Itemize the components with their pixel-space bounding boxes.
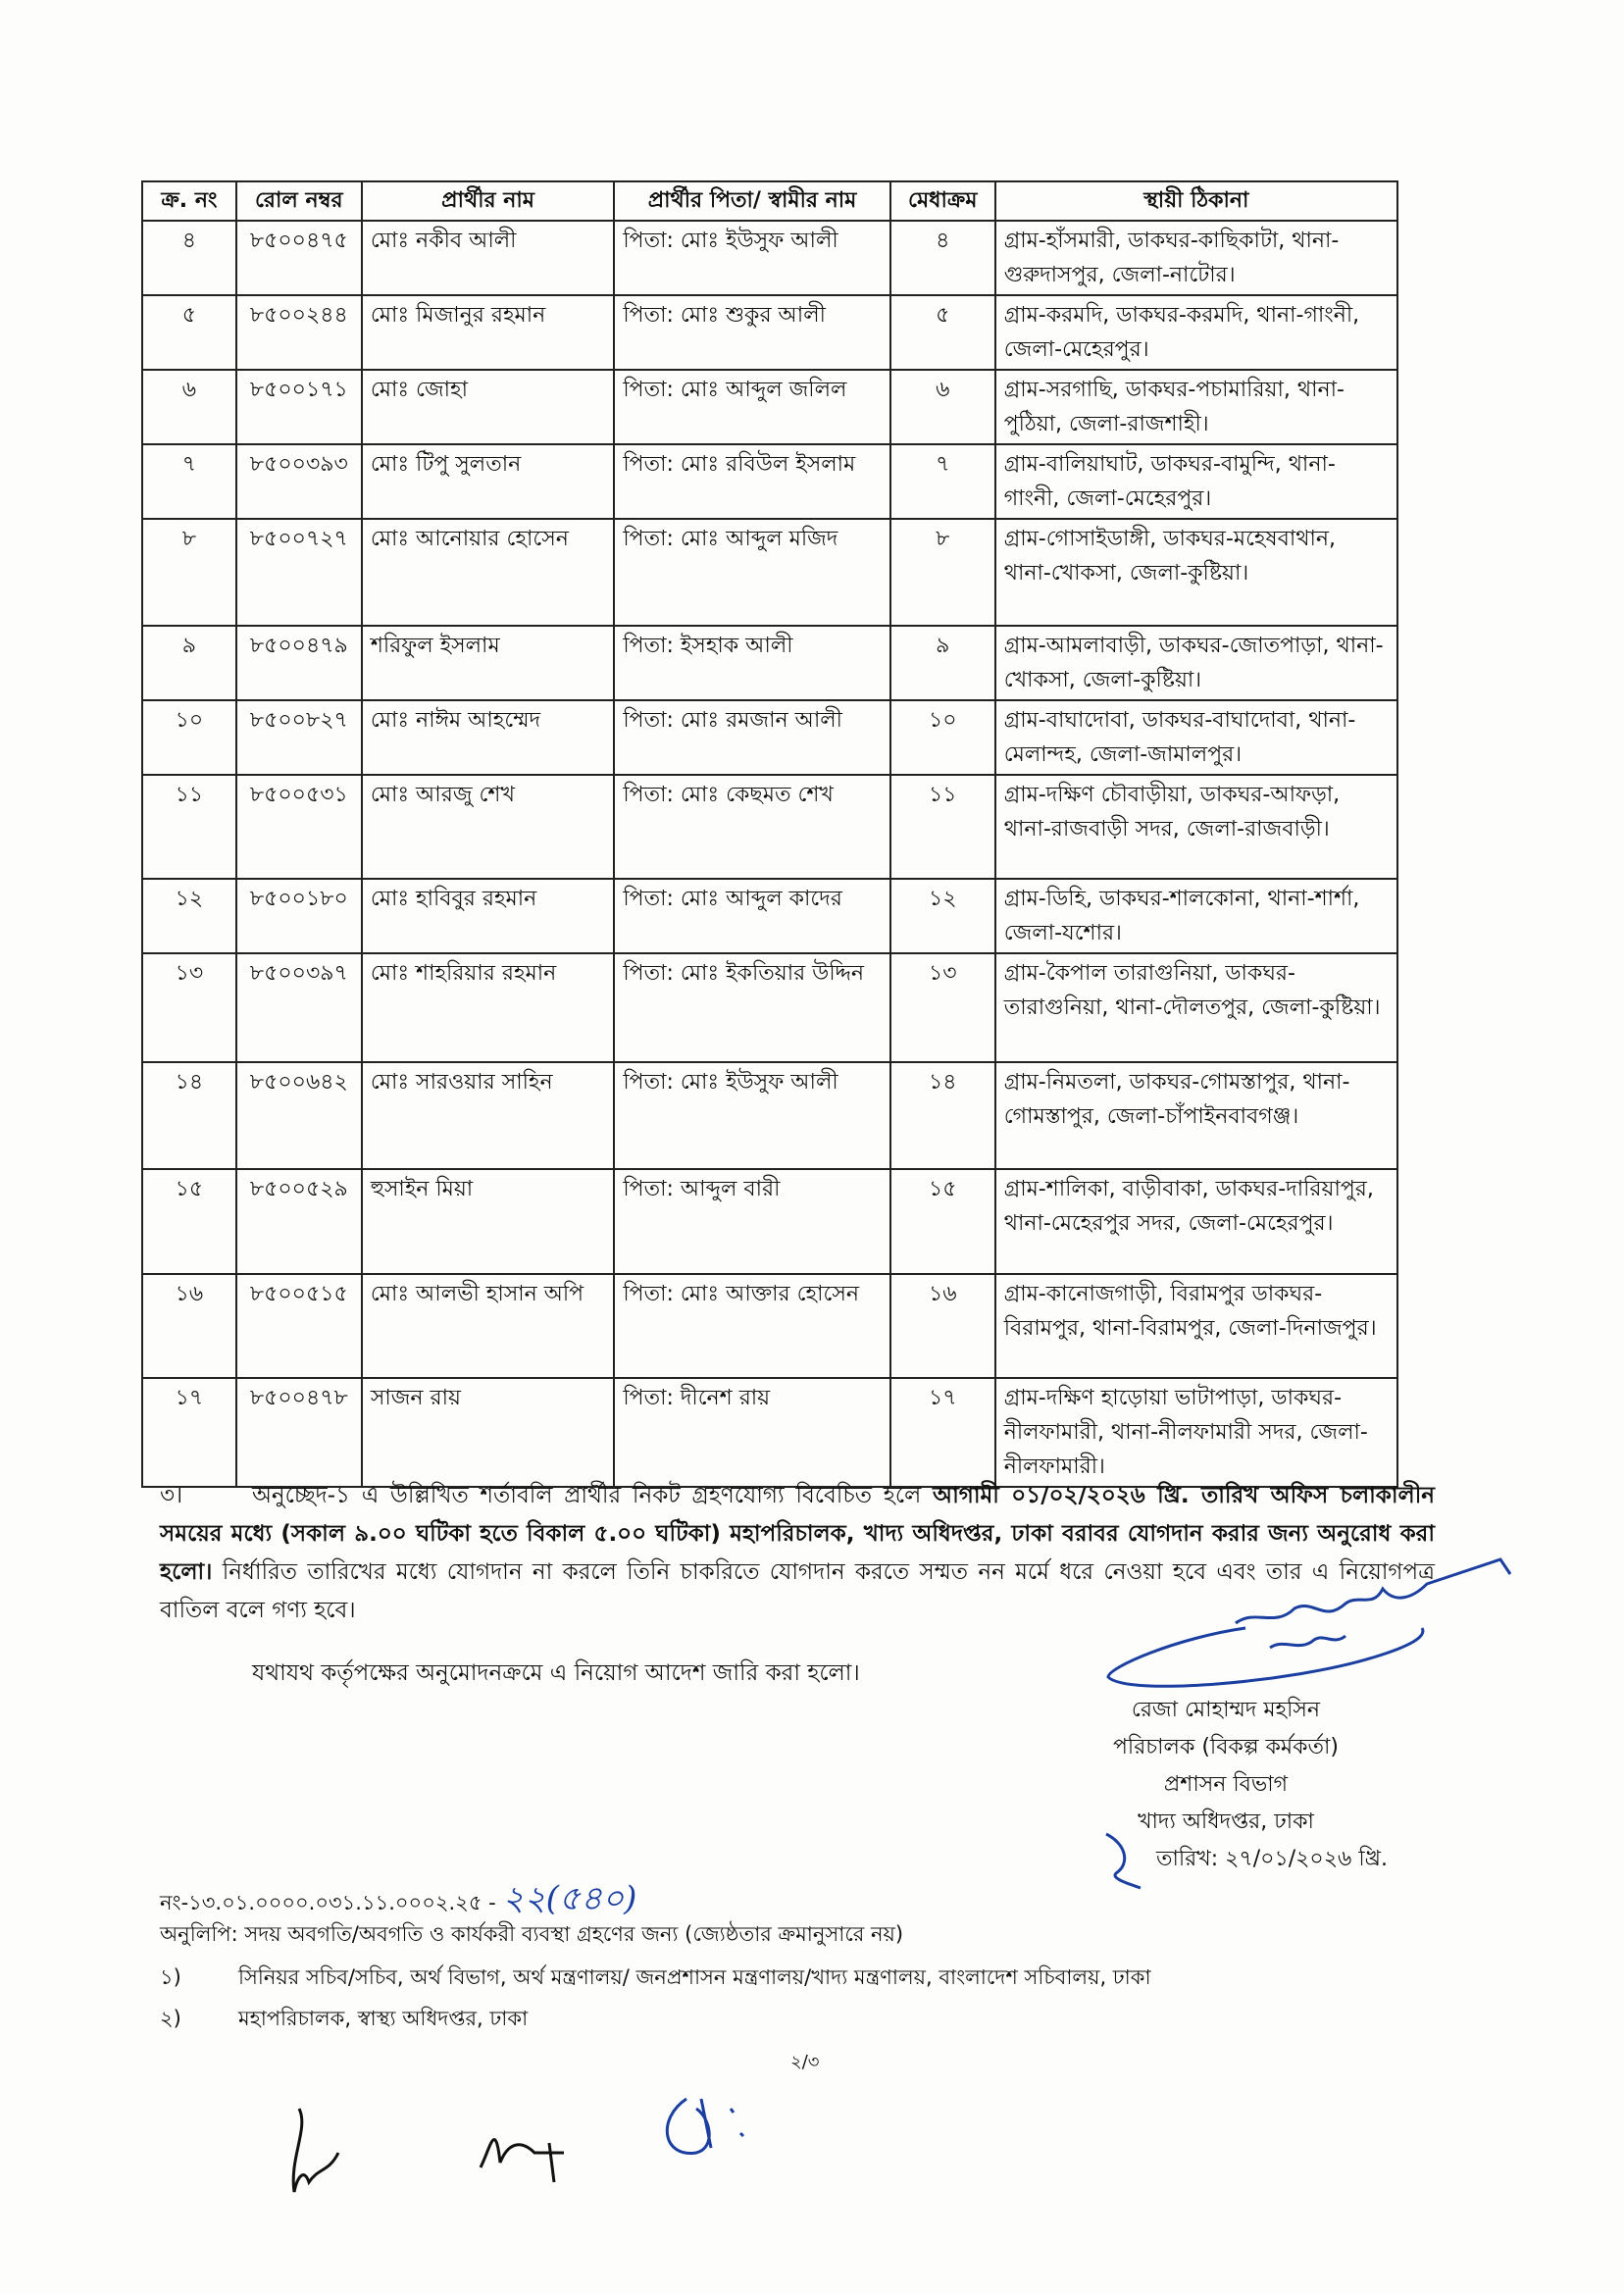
cell-merit: ১১ <box>890 775 995 879</box>
cell-merit: ১৬ <box>890 1274 995 1378</box>
signatory-office: খাদ্য অধিদপ্তর, ঢাকা <box>1138 1810 1314 1834</box>
approval-line: যথাযথ কর্তৃপক্ষের অনুমোদনক্রমে এ নিয়োগ আদেশ জারি করা হলো। <box>252 1660 860 1686</box>
signatory-name: রেজা মোহাম্মদ মহসিন <box>1131 1698 1321 1722</box>
cell-merit: ৬ <box>890 370 995 444</box>
cell-address: গ্রাম-বালিয়াঘাট, ডাকঘর-বামুন্দি, থানা-গাংনী, জেলা-মেহেরপুর। <box>995 444 1397 519</box>
cell-name: মোঃ জোহা <box>362 370 615 444</box>
signatory-date: তারিখ: ২৭/০১/২০২৬ খ্রি. <box>1155 1847 1388 1871</box>
cell-father: পিতা: মোঃ আব্দুল কাদের <box>614 879 889 953</box>
cell-name: মোঃ মিজানুর রহমান <box>362 295 615 370</box>
cell-roll: ৮৫০০৩৯৩ <box>236 444 362 519</box>
signatory-designation: পরিচালক (বিকল্প কর্মকর্তা) <box>1112 1735 1340 1759</box>
cell-address: গ্রাম-কানোজগাড়ী, বিরামপুর ডাকঘর-বিরামপুর, থানা-বিরামপুর, জেলা-দিনাজপুর। <box>995 1274 1397 1378</box>
cell-address: গ্রাম-হাঁসমারী, ডাকঘর-কাছিকাটা, থানা-গুরুদাসপুর, জেলা-নাটোর। <box>995 221 1397 295</box>
copy-item-text: সিনিয়র সচিব/সচিব, অর্থ বিভাগ, অর্থ মন্ত্রণালয়/ জনপ্রশাসন মন্ত্রণালয়/খাদ্য মন্ত্রণালয়, বাংলাদেশ সচিবালয়, ঢাকা <box>238 1965 1151 1989</box>
table-row <box>142 1378 1397 1487</box>
paragraph-text-a: অনুচ্ছেদ-১ এ উল্লিখিত শর্তাবলি প্রার্থীর নিকট গ্রহণযোগ্য বিবেচিত হলে <box>252 1483 933 1508</box>
cell-merit: ১৩ <box>890 953 995 1062</box>
handwritten-initial-3 <box>657 2079 765 2167</box>
header-serial: ক্র. নং <box>142 181 236 221</box>
cell-father: পিতা: ইসহাক আলী <box>614 626 889 700</box>
cell-merit: ৫ <box>890 295 995 370</box>
cell-serial: ১৩ <box>142 953 236 1062</box>
handwritten-initial-2 <box>471 2109 588 2197</box>
cell-father: পিতা: মোঃ ইউসুফ আলী <box>614 1062 889 1169</box>
cell-serial: ১৭ <box>142 1378 236 1487</box>
cell-name: মোঃ নকীব আলী <box>362 221 615 295</box>
cell-serial: ১২ <box>142 879 236 953</box>
cell-roll: ৮৫০০৮২৭ <box>236 700 362 775</box>
cell-roll: ৮৫০০১৮০ <box>236 879 362 953</box>
signatory-department: প্রশাসন বিভাগ <box>1163 1772 1289 1797</box>
cell-father: পিতা: মোঃ রমজান আলী <box>614 700 889 775</box>
cell-serial: ১০ <box>142 700 236 775</box>
table-body <box>142 221 1397 1487</box>
memo-handwritten-number: ২২(৫৪০) <box>502 1879 637 1918</box>
paragraph-bold: আগামী ০১/০২/২০২৬ খ্রি. তারিখ অফিস চলাকালীন সময়ের মধ্যে (সকাল ৯.০০ ঘটিকা হতে বিকাল ৫.০০ ঘটিকা) মহাপরিচালক, খাদ্য অধিদপ্তর, ঢাকা বরাবর যোগদান করার জন্য অনুরোধ করা হলো। <box>160 1483 1435 1585</box>
cell-name: মোঃ আলভী হাসান অপি <box>362 1274 615 1378</box>
cell-name: মোঃ টিপু সুলতান <box>362 444 615 519</box>
cell-serial: ৬ <box>142 370 236 444</box>
cell-serial: ৯ <box>142 626 236 700</box>
table-row <box>142 626 1397 700</box>
cell-father: পিতা: মোঃ শুকুর আলী <box>614 295 889 370</box>
cell-address: গ্রাম-কৈপাল তারাগুনিয়া, ডাকঘর-তারাগুনিয়া, থানা-দৌলতপুর, জেলা-কুষ্টিয়া। <box>995 953 1397 1062</box>
initial-mark <box>1096 1824 1155 1893</box>
cell-name: মোঃ আনোয়ার হোসেন <box>362 519 615 626</box>
cell-roll: ৮৫০০৫১৫ <box>236 1274 362 1378</box>
cell-father: পিতা: দীনেশ রায় <box>614 1378 889 1487</box>
cell-address: গ্রাম-গোসাইডাঙ্গী, ডাকঘর-মহেষবাথান, থানা-খোকসা, জেলা-কুষ্টিয়া। <box>995 519 1397 626</box>
cell-serial: ১৬ <box>142 1274 236 1378</box>
table-row <box>142 879 1397 953</box>
cell-roll: ৮৫০০৩৯৭ <box>236 953 362 1062</box>
cell-father: পিতা: মোঃ কেছমত শেখ <box>614 775 889 879</box>
cell-merit: ৯ <box>890 626 995 700</box>
cell-address: গ্রাম-দক্ষিণ চৌবাড়ীয়া, ডাকঘর-আফড়া, থানা-রাজবাড়ী সদর, জেলা-রাজবাড়ী। <box>995 775 1397 879</box>
copy-item-text: মহাপরিচালক, স্বাস্থ্য অধিদপ্তর, ঢাকা <box>238 2007 529 2030</box>
cell-name: মোঃ নাঈম আহম্মেদ <box>362 700 615 775</box>
cell-merit: ১৭ <box>890 1378 995 1487</box>
cell-name: সাজন রায় <box>362 1378 615 1487</box>
cell-father: পিতা: আব্দুল বারী <box>614 1169 889 1274</box>
cell-father: পিতা: মোঃ ইউসুফ আলী <box>614 221 889 295</box>
table-row <box>142 1274 1397 1378</box>
cell-roll: ৮৫০০২৪৪ <box>236 295 362 370</box>
table-row <box>142 221 1397 295</box>
header-father: প্রার্থীর পিতা/ স্বামীর নাম <box>614 181 889 221</box>
table-header-row <box>142 181 1397 221</box>
table-row <box>142 953 1397 1062</box>
memo-number <box>160 1881 636 1920</box>
candidate-table <box>141 180 1398 1488</box>
table-row <box>142 519 1397 626</box>
paragraph-number: ৩। <box>160 1483 183 1508</box>
cell-merit: ৮ <box>890 519 995 626</box>
header-name: প্রার্থীর নাম <box>362 181 615 221</box>
cell-serial: ৭ <box>142 444 236 519</box>
cell-serial: ১৪ <box>142 1062 236 1169</box>
table-row <box>142 1062 1397 1169</box>
cell-merit: ৭ <box>890 444 995 519</box>
copy-item <box>160 2001 528 2036</box>
cell-father: পিতা: মোঃ আব্দুল জলিল <box>614 370 889 444</box>
cell-name: মোঃ শাহরিয়ার রহমান <box>362 953 615 1062</box>
cell-serial: ৪ <box>142 221 236 295</box>
cell-roll: ৮৫০০৫২৯ <box>236 1169 362 1274</box>
cell-merit: ১০ <box>890 700 995 775</box>
cell-address: গ্রাম-বাঘাদোবা, ডাকঘর-বাঘাদোবা, থানা-মেলান্দহ, জেলা-জামালপুর। <box>995 700 1397 775</box>
header-address: স্থায়ী ঠিকানা <box>995 181 1397 221</box>
table-row <box>142 444 1397 519</box>
paragraph-text-b: নির্ধারিত তারিখের মধ্যে যোগদান না করলে তিনি চাকরিতে যোগদান করতে সম্মত নন মর্মে ধরে নেওয়া হবে এবং তার এ নিয়োগপত্র বাতিল বলে গণ্য হবে। <box>160 1559 1435 1623</box>
table-row <box>142 1169 1397 1274</box>
cell-merit: ৪ <box>890 221 995 295</box>
table-row <box>142 295 1397 370</box>
cell-roll: ৮৫০০৪৭৫ <box>236 221 362 295</box>
copy-heading: অনুলিপি: সদয় অবগতি/অবগতি ও কার্যকরী ব্যবস্থা গ্রহণের জন্য (জ্যেষ্ঠতার ক্রমানুসারে নয়) <box>160 1922 904 1946</box>
cell-address: গ্রাম-শালিকা, বাড়ীবাকা, ডাকঘর-দারিয়াপুর, থানা-মেহেরপুর সদর, জেলা-মেহেরপুর। <box>995 1169 1397 1274</box>
cell-roll: ৮৫০০৭২৭ <box>236 519 362 626</box>
cell-serial: ৫ <box>142 295 236 370</box>
table-row <box>142 700 1397 775</box>
table-row <box>142 370 1397 444</box>
cell-address: গ্রাম-সরগাছি, ডাকঘর-পচামারিয়া, থানা-পুঠিয়া, জেলা-রাজশাহী। <box>995 370 1397 444</box>
cell-name: হুসাইন মিয়া <box>362 1169 615 1274</box>
cell-name: মোঃ হাবিবুর রহমান <box>362 879 615 953</box>
cell-father: পিতা: মোঃ রবিউল ইসলাম <box>614 444 889 519</box>
cell-address: গ্রাম-আমলাবাড়ী, ডাকঘর-জোতপাড়া, থানা-খোকসা, জেলা-কুষ্টিয়া। <box>995 626 1397 700</box>
cell-name: মোঃ আরজু শেখ <box>362 775 615 879</box>
cell-roll: ৮৫০০৪৭৮ <box>236 1378 362 1487</box>
header-merit: মেধাক্রম <box>890 181 995 221</box>
cell-roll: ৮৫০০৪৭৯ <box>236 626 362 700</box>
cell-address: গ্রাম-নিমতলা, ডাকঘর-গোমস্তাপুর, থানা-গোমস্তাপুর, জেলা-চাঁপাইনবাবগঞ্জ। <box>995 1062 1397 1169</box>
cell-roll: ৮৫০০৬৪২ <box>236 1062 362 1169</box>
memo-number-text: নং-১৩.০১.০০০০.০৩১.১১.০০০২.২৫ - <box>160 1891 496 1914</box>
cell-serial: ৮ <box>142 519 236 626</box>
cell-serial: ১১ <box>142 775 236 879</box>
copy-item-number: ১) <box>160 1965 181 1989</box>
cell-father: পিতা: মোঃ ইকতিয়ার উদ্দিন <box>614 953 889 1062</box>
cell-roll: ৮৫০০১৭১ <box>236 370 362 444</box>
cell-address: গ্রাম-ডিহি, ডাকঘর-শালকোনা, থানা-শার্শা, জেলা-যশোর। <box>995 879 1397 953</box>
cell-father: পিতা: মোঃ আক্তার হোসেন <box>614 1274 889 1378</box>
cell-roll: ৮৫০০৫৩১ <box>236 775 362 879</box>
header-roll: রোল নম্বর <box>236 181 362 221</box>
director-signature <box>1089 1530 1520 1697</box>
copy-item-number: ২) <box>160 2007 181 2030</box>
cell-merit: ১২ <box>890 879 995 953</box>
cell-name: শরিফুল ইসলাম <box>362 626 615 700</box>
cell-merit: ১৪ <box>890 1062 995 1169</box>
handwritten-initial-1 <box>279 2099 358 2207</box>
copy-item <box>160 1960 1151 1995</box>
page-number: ২/৩ <box>790 2052 820 2072</box>
cell-father: পিতা: মোঃ আব্দুল মজিদ <box>614 519 889 626</box>
table-row <box>142 775 1397 879</box>
cell-address: গ্রাম-দক্ষিণ হাড়োয়া ভাটাপাড়া, ডাকঘর-নীলফামারী, থানা-নীলফামারী সদর, জেলা-নীলফামারী। <box>995 1378 1397 1487</box>
cell-address: গ্রাম-করমদি, ডাকঘর-করমদি, থানা-গাংনী, জেলা-মেহেরপুর। <box>995 295 1397 370</box>
cell-merit: ১৫ <box>890 1169 995 1274</box>
cell-serial: ১৫ <box>142 1169 236 1274</box>
cell-name: মোঃ সারওয়ার সাহিন <box>362 1062 615 1169</box>
